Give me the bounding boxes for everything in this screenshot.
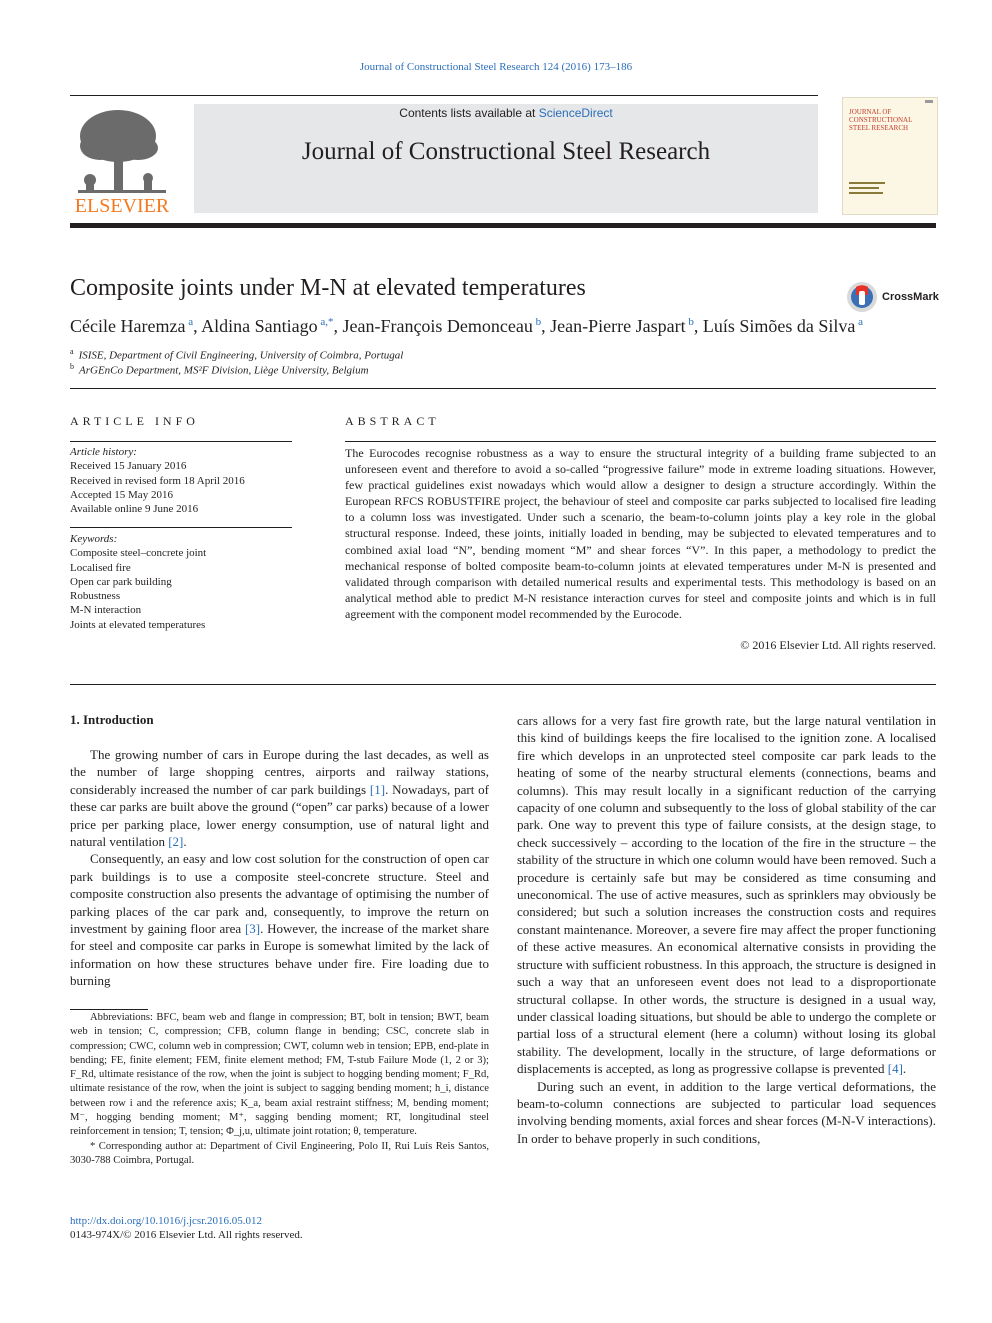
paragraph (517, 1078, 936, 1148)
author-sup[interactable]: a (858, 316, 863, 328)
abstract-text: The Eurocodes recognise robustness as a way to ensure the structural integrity of a building frame subjected to an unforeseen event and therefore to avoid a so-called “progressive failure” mode in extreme loading situations. However, few practical guidelines exist nowadays which would allow a designer to design a structure accordingly. Within the European RFCS ROBUSTFIRE project, the behaviour of steel and composite car parks subjected to localised fire leading to a column loss was investigated. Under such a scenario, the beam-to-column joints play a key role in the global structural response. Indeed, these joints, initially loaded in bending, may be subjected to elevated temperatures and to combined axial load “N”, bending moment “M” and shear forces “V”. In this paper, a methodology to predict the mechanical response of bolted composite beam-to-column joints at elevated temperatures under M-N is presented and validated through comparison with detailed numerical results and experimental tests. This methodology is based on an analytical method able to predict M-N resistance interaction curves for steel and composite joints and which is in full agreement with the component model recommended by the Eurocode. (345, 446, 936, 621)
journal-cover-thumbnail[interactable] (842, 97, 938, 215)
elsevier-logo (70, 104, 174, 216)
citation-link[interactable]: [2] (168, 834, 184, 850)
section-heading: 1. Introduction (70, 712, 154, 727)
info-rule (70, 527, 292, 528)
article-title: Composite joints under M-N at elevated temperatures (70, 275, 586, 301)
paragraph-text: Consequently, an easy and low cost solution for the construction of open car park buildings is to use a composite steel-concrete structure. Steel and composite construction also presents the advantage of optimising the number of parking places of the car park and, consequently, to improve the return on investment by gaining floor area (70, 851, 489, 937)
keyword: Open car park building (70, 575, 172, 588)
paragraph-text: . Nowadays, part of these car parks are built above the ground (“open” car parks) because of a lower price per parking place, lower energy consumption, use of natural light and natural ventilation (70, 781, 489, 850)
author-sup[interactable]: a (188, 316, 194, 328)
header-rule (70, 95, 818, 96)
footnotes (70, 1011, 489, 1168)
paragraph-text: . However, the increase of the market share for steel and composite car parks in Europe is somewhat limited by the lack of information on how these structures behave under fire. Fire loading due to burning (70, 921, 489, 989)
keywords (70, 532, 292, 632)
sciencedirect-link[interactable]: ScienceDirect (538, 106, 613, 120)
journal-citation-link[interactable]: Journal of Constructional Steel Research 124 (2016) 173–186 (359, 61, 633, 73)
history-item: Received 15 January 2016 (70, 460, 187, 473)
body-left-column (70, 746, 489, 990)
keyword: M-N interaction (70, 604, 142, 617)
journal-title: Journal of Constructional Steel Research (301, 138, 711, 165)
contents-prefix: Contents lists available at (399, 106, 539, 120)
section-rule (70, 388, 936, 389)
footnote: * Corresponding author at: Department of Civil Engineering, Polo II, Rui Luís Reis Santos, 3030-788 Coimbra, Portugal. (70, 1140, 489, 1166)
author-name[interactable]: Luís Simões da Silva (702, 316, 856, 336)
author-sup[interactable]: b (688, 316, 694, 328)
article-info-heading: ARTICLE INFO (70, 414, 199, 428)
affiliation (70, 362, 369, 377)
author-name[interactable]: Jean-Pierre Jaspart (550, 316, 686, 336)
history-item: Available online 9 June 2016 (70, 503, 199, 516)
citation-link[interactable]: [4] (887, 1061, 903, 1077)
copyright-notice: © 2016 Elsevier Ltd. All rights reserved. (740, 638, 936, 652)
paragraph-text: . (183, 834, 187, 850)
citation-link[interactable]: [1] (369, 781, 386, 797)
history-label: Article history: (70, 446, 137, 458)
header-thick-rule (70, 223, 936, 228)
affiliation (70, 347, 403, 362)
crossmark-badge[interactable] (846, 281, 939, 313)
doi-link[interactable]: http://dx.doi.org/10.1016/j.jcsr.2016.05.012 (70, 1215, 262, 1227)
info-rule (70, 441, 292, 442)
author-list: Cécile Haremza $^a$, Aldina Santiago $^{a,*}$, Jean-François Demonceau $^b$, Jean-Pierre Jaspart $^b$, Luís Simões da Silva $^a$ (70, 316, 863, 336)
paragraph (517, 712, 936, 1078)
abstract-heading: ABSTRACT (345, 414, 440, 428)
history-item: Accepted 15 May 2016 (70, 488, 173, 501)
crossmark-label: CrossMark (882, 291, 939, 303)
paragraph-text: The growing number of cars in Europe during the last decades, as well as the number of large shopping centres, airports and railway stations, considerably increased the number of car park buildings (70, 747, 489, 797)
article-history (70, 445, 292, 516)
keyword: Joints at elevated temperatures (70, 618, 206, 631)
paragraph-text: During such an event, in addition to the large vertical deformations, the beam-to-column connections are subjected to particular load sequences involving bending moments, axial forces and shear forces (M-N-V interactions). In order to behave properly in such conditions, (517, 1078, 936, 1146)
keywords-label: Keywords: (70, 533, 118, 545)
author-sup[interactable]: b (535, 316, 542, 328)
paragraph-text: cars allows for a very fast fire growth rate, but the large natural ventilation in this kind of buildings keeps the fire localised to the ignition zone. A localised fire which develops in an unprotected steel composite car park leads to the heating of some of the nearby structural elements (connections, beams and columns). This may result locally in a significant reduction of the carrying capacity of one column and subsequently to the loss of global stability of the car park. One way to prevent this type of failure consists, at the design stage, to check successively – according to the location of the fire in the structure – the stability of the structure in which one column would have been removed. Such a procedure is certainly safe but may be considered as time consuming and uneconomical. The use of active measures, such as sprinklers may obviously be considered; but such a solution increases the construction costs and requires constant maintenance. Moreover, a severe fire may affect the proper functioning of these active measures. An economical alternative consists in providing the structure with sufficient robustness. In this approach, the structure is designed in such a way that an unforeseen event does not lead to a disproportionate structural collapse. In other words, the structure is designed in a usual way, under classical loading situations, but should be able to undergo the complete or partial loss of a structural element (here a column) without losing its global stability. The development, locally in the structure, of large deformations or displacements is accepted, as long as progressive collapse is prevented (517, 713, 936, 1077)
contents-line (194, 106, 818, 120)
keyword: Localised fire (70, 561, 131, 574)
affiliation-text: ISISE, Department of Civil Engineering, University of Coimbra, Portugal (78, 349, 404, 362)
cover-title: JOURNAL OF CONSTRUCTIONAL STEEL RESEARCH (849, 108, 913, 132)
affiliation-sup: b (70, 362, 74, 371)
keyword: Composite steel–concrete joint (70, 547, 207, 560)
crossmark-icon (846, 281, 878, 313)
footnote: Abbreviations: BFC, beam web and flange in compression; BT, bolt in tension; BWT, beam web in tension; C, compression; CFB, column flange in bending; CSC, concrete slab in compression; CWC, column web in compression; CWT, column web in tension; EPB, end-plate in bending; FE, finite element; FEM, finite element method; FM, T-stub Failure Mode (1, 2 or 3); F_Rd, ultimate resistance of the row, when the joint is subject to hogging bending moment; F_Rd, ultimate resistance of the row, when the joint is subject to sagging bending moment; h_i, distance between row i and the reference axis; K_a, beam axial restraint stiffness; M, bending moment; M⁻, hogging bending moment; M⁺, sagging bending moment; RT, longitudinal steel reinforcement in tension; T, tension; Φ_j,u, ultimate joint rotation; θ, temperature. (70, 1012, 489, 1138)
paragraph (70, 850, 489, 989)
affiliation-sup: a (70, 347, 74, 356)
footnote-rule (70, 1009, 148, 1010)
abstract-rule (345, 441, 936, 442)
body-right-column (517, 712, 936, 1147)
citation-link[interactable]: [3] (244, 921, 261, 937)
author-name[interactable]: Cécile Haremza (70, 316, 186, 336)
history-item: Received in revised form 18 April 2016 (70, 474, 245, 487)
keyword: Robustness (70, 590, 121, 603)
affiliation-text: ArGEnCo Department, MS²F Division, Liège University, Belgium (79, 364, 369, 377)
issn-line: 0143-974X/© 2016 Elsevier Ltd. All rights reserved. (70, 1229, 303, 1241)
paragraph (70, 746, 489, 850)
svg-text:ELSEVIER: ELSEVIER (74, 195, 170, 216)
section-rule (70, 684, 936, 685)
author-name[interactable]: Aldina Santiago (201, 316, 318, 336)
author-sup[interactable]: a,* (320, 316, 334, 328)
journal-header-band (194, 104, 818, 213)
author-name[interactable]: Jean-François Demonceau (342, 316, 533, 336)
paragraph-text: . (902, 1061, 907, 1077)
